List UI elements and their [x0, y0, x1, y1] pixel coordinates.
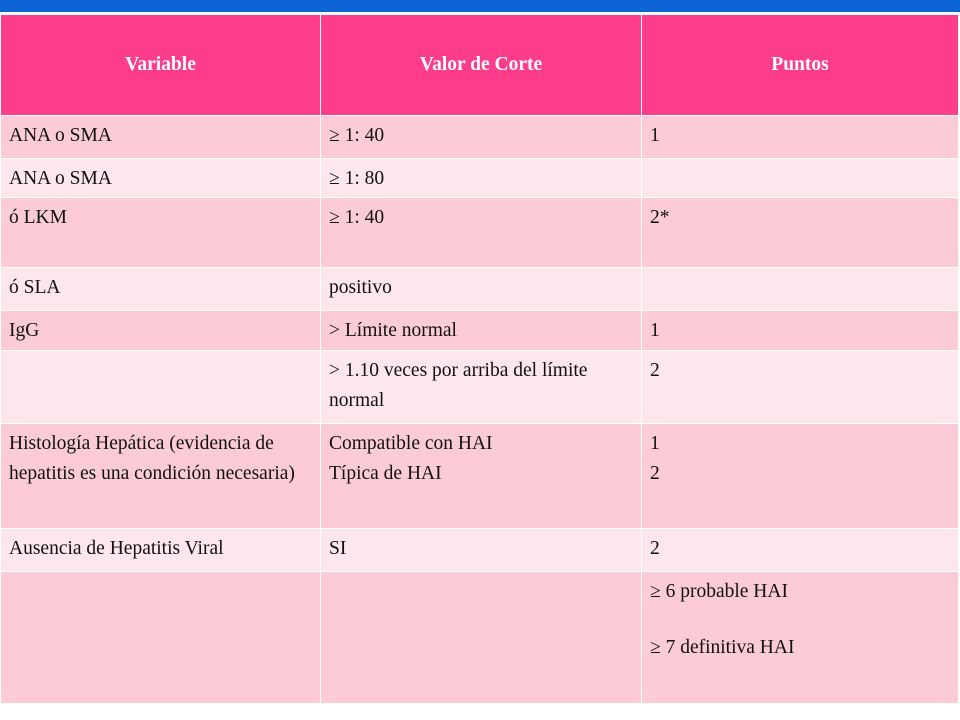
cell-corte: > Límite normal — [321, 311, 642, 351]
cell-variable: IgG — [1, 311, 321, 351]
score-interpretation-probable: ≥ 6 probable HAI — [650, 581, 788, 602]
cell-puntos — [642, 268, 959, 311]
cell-puntos: 2 — [642, 529, 959, 572]
cell-corte: ≥ 1: 40 — [321, 198, 642, 268]
cell-variable: ó LKM — [1, 198, 321, 268]
corte-line: Compatible con HAI — [329, 433, 493, 454]
cell-puntos: 2 — [642, 351, 959, 424]
cell-corte: ≥ 1: 80 — [321, 159, 642, 198]
cell-puntos — [642, 572, 959, 704]
cell-variable: Ausencia de Hepatitis Viral — [1, 529, 321, 572]
table-row — [1, 159, 959, 198]
cell-corte: ≥ 1: 40 — [321, 116, 642, 159]
table-row — [1, 198, 959, 268]
table-row — [1, 424, 959, 529]
puntos-line: 1 — [650, 433, 660, 454]
header-variable: Variable — [1, 15, 321, 116]
table-row — [1, 529, 959, 572]
cell-variable — [1, 572, 321, 704]
header-valor-de-corte: Valor de Corte — [321, 15, 642, 116]
cell-corte: > 1.10 veces por arriba del límite normal — [321, 351, 642, 424]
cell-puntos — [642, 159, 959, 198]
table-row — [1, 268, 959, 311]
cell-puntos: 2* — [642, 198, 959, 268]
cell-variable: ó SLA — [1, 268, 321, 311]
table-header-row — [1, 15, 959, 116]
table-row — [1, 351, 959, 424]
cell-puntos: 1 — [642, 311, 959, 351]
table-row — [1, 116, 959, 159]
cell-corte — [321, 424, 642, 529]
corte-line: Típica de HAI — [329, 463, 442, 484]
table-row — [1, 572, 959, 704]
cell-variable: Histología Hepática (evidencia de hepatitis es una condición necesaria) — [1, 424, 321, 529]
scoring-table — [0, 14, 959, 704]
puntos-line: 2 — [650, 463, 660, 484]
cell-corte — [321, 572, 642, 704]
score-interpretation-definitive: ≥ 7 definitiva HAI — [650, 637, 795, 658]
cell-variable: ANA o SMA — [1, 116, 321, 159]
cell-puntos: 1 — [642, 116, 959, 159]
cell-corte: positivo — [321, 268, 642, 311]
cell-corte: SI — [321, 529, 642, 572]
cell-puntos — [642, 424, 959, 529]
cell-variable — [1, 351, 321, 424]
table-row — [1, 311, 959, 351]
top-accent-bar — [0, 0, 960, 12]
header-puntos: Puntos — [642, 15, 959, 116]
cell-variable: ANA o SMA — [1, 159, 321, 198]
